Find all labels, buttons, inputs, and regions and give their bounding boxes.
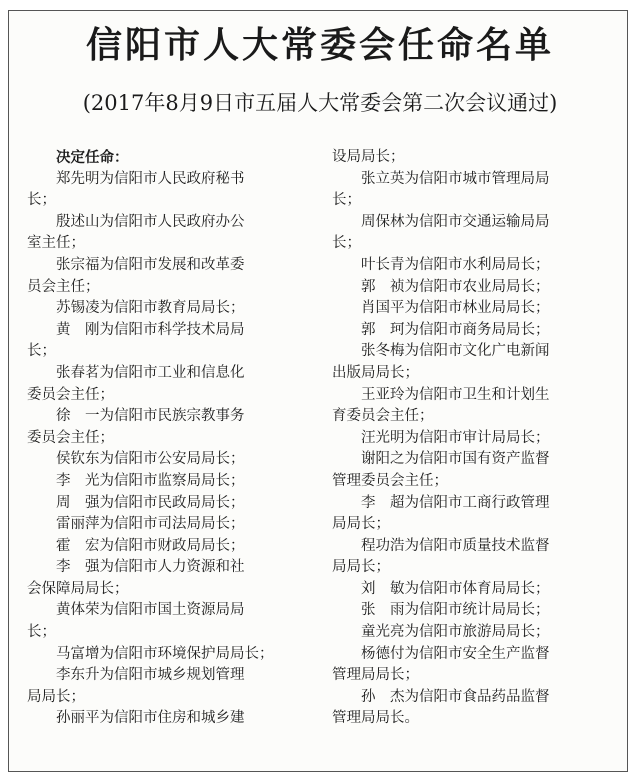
article-subtitle: (2017年8月9日市五届人大常委会第二次会议通过) bbox=[82, 91, 558, 115]
text-line: 长； bbox=[27, 343, 56, 360]
text-line: 会保障局局长； bbox=[27, 580, 129, 597]
text-line: 殷述山为信阳市人民政府办公 bbox=[56, 213, 245, 230]
text-line: 管理局局长。 bbox=[332, 710, 419, 727]
text-line: 肖国平为信阳市林业局局长； bbox=[361, 300, 550, 317]
text-line: 委员会主任； bbox=[27, 386, 114, 403]
text-line: 马富增为信阳市环境保护局局长； bbox=[56, 645, 274, 662]
text-line: 郑先明为信阳市人民政府秘书 bbox=[56, 170, 245, 187]
text-line: 孙 杰为信阳市食品药品监督 bbox=[361, 688, 550, 705]
text-line: 郭 祯为信阳市农业局局长； bbox=[361, 278, 550, 295]
text-line: 侯钦东为信阳市公安局局长； bbox=[56, 451, 245, 468]
text-line: 童光亮为信阳市旅游局局长； bbox=[361, 624, 550, 641]
text-line: 黄 刚为信阳市科学技术局局 bbox=[56, 321, 245, 338]
left-text-column bbox=[27, 147, 307, 730]
text-line: 育委员会主任； bbox=[332, 408, 434, 425]
text-line: 汪光明为信阳市审计局局长； bbox=[361, 429, 550, 446]
text-line: 局局长； bbox=[332, 516, 390, 533]
text-line: 雷丽萍为信阳市司法局局长； bbox=[56, 516, 245, 533]
text-line: 李东升为信阳市城乡规划管理 bbox=[56, 667, 245, 684]
text-line: 长； bbox=[27, 192, 56, 209]
section-heading: 决定任命： bbox=[56, 149, 129, 166]
text-line: 张宗福为信阳市发展和改革委 bbox=[56, 256, 245, 273]
text-line: 长； bbox=[332, 235, 361, 252]
text-line: 张春茗为信阳市工业和信息化 bbox=[56, 364, 245, 381]
text-line: 管理委员会主任； bbox=[332, 472, 448, 489]
text-line: 委员会主任； bbox=[27, 429, 114, 446]
text-line: 李 超为信阳市工商行政管理 bbox=[361, 494, 550, 511]
text-line: 局局长； bbox=[332, 559, 390, 576]
text-line: 张立英为信阳市城市管理局局 bbox=[361, 170, 550, 187]
article-title: 信阳市人大常委会任命名单 bbox=[85, 25, 554, 66]
text-line: 杨德付为信阳市安全生产监督 bbox=[361, 645, 550, 662]
text-line: 张冬梅为信阳市文化广电新闻 bbox=[361, 343, 550, 360]
text-line: 黄体荣为信阳市国土资源局局 bbox=[56, 602, 245, 619]
text-line: 管理局局长； bbox=[332, 667, 419, 684]
right-text-column bbox=[332, 147, 612, 730]
text-line: 谢阳之为信阳市国有资产监督 bbox=[361, 451, 550, 468]
text-line: 郭 珂为信阳市商务局局长； bbox=[361, 321, 550, 338]
text-line: 徐 一为信阳市民族宗教事务 bbox=[56, 408, 245, 425]
text-line: 刘 敏为信阳市体育局局长； bbox=[361, 580, 550, 597]
text-line: 周 强为信阳市民政局局长； bbox=[56, 494, 245, 511]
text-line: 王亚玲为信阳市卫生和计划生 bbox=[361, 386, 550, 403]
text-line: 长； bbox=[27, 624, 56, 641]
text-line: 长； bbox=[332, 192, 361, 209]
text-line: 局局长； bbox=[27, 688, 85, 705]
text-line: 李 光为信阳市监察局局长； bbox=[56, 472, 245, 489]
text-line: 霍 宏为信阳市财政局局长； bbox=[56, 537, 245, 554]
text-line: 程功浩为信阳市质量技术监督 bbox=[361, 537, 550, 554]
text-line: 出版局局长； bbox=[332, 364, 419, 381]
text-line: 室主任； bbox=[27, 235, 85, 252]
text-line: 张 雨为信阳市统计局局长； bbox=[361, 602, 550, 619]
text-line: 员会主任； bbox=[27, 278, 100, 295]
text-line: 孙丽平为信阳市住房和城乡建 bbox=[56, 710, 245, 727]
text-line: 叶长青为信阳市水利局局长； bbox=[361, 256, 550, 273]
text-line: 设局局长； bbox=[332, 149, 405, 165]
text-line: 李 强为信阳市人力资源和社 bbox=[56, 559, 245, 576]
text-line: 周保林为信阳市交通运输局局 bbox=[361, 213, 550, 230]
text-line: 苏锡凌为信阳市教育局局长； bbox=[56, 300, 245, 317]
